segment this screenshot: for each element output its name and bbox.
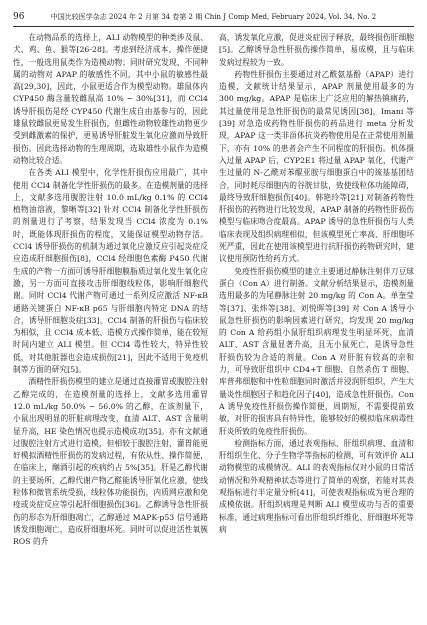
paragraph-alcohol-continued: 高，诱发氧化应激，促进炎症因子释放，最终损伤肝细胞[5]。乙醇诱导急性肝损伤操作简单，易成模，且与临床发病过程较为一致。	[219, 33, 414, 67]
page-number: 96	[13, 12, 25, 22]
paragraph-ccl4-model: 在各类 ALI 模型中，化学性肝损伤应用最广，其中使用 CCl4 制备化学性肝损伤的最多。在造模剂量的选择上，文献多选用腹腔注射 10.0 mL/kg 0.1% 的 CCl4 植物油溶液，黎晰等[32] 针对 CCl4 制备化学性肝损伤的剂量进行了考察，结果发现当 CCl4 浓度为 0.1% 时，既能体现肝损伤的程度，又能保证模型动物存活。CCl4 诱导肝损伤的机制为通过氧化应激反应引起炎症反应造成肝细胞损伤[8]，CCl4 经细胞色素酶 P450 代谢生成的产物一方面可诱导肝细胞膜脂质过氧化发生氧化应激，另一方面可直接攻击肝细胞线粒体，影响肝细胞代谢。同时 CCl4 代谢产物可通过一系列反应激活 NF-κB 通路关键蛋白 NF-κB p65 与肝细胞内特定 DNA 的结合，诱导肝细胞炎症[33]。CCl4 制备的肝损伤与临床较为相似，且 CCl4 成本低、造模方式操作简单，能在较短时间内建立 ALI 模型。但 CCl4 毒性较大，特异性较低，对其他脏器也会造成损伤[21]，因此不适用于免疫机制等方面的研究[5]。	[13, 168, 208, 375]
paragraph-cona-model: 免疫性肝损伤模型的建立主要通过静脉注射伴刀豆球蛋白（Con A）进行制备。文献分析结果显示，造模剂量选用最多的为尾静脉注射 20 mg/kg 的 Con A。单奎莹等[37]、张炜等[38]、刘悦晖等[39] 对 Con A 诱导小鼠急性肝损伤的影响因素进行研究，均发现 20 mg/kg 的 Con A 给药组小鼠肝组织病理发生明显坏死，血清 ALT、AST 含量显著升高，且无小鼠死亡，是诱导急性肝损伤较为合适的剂量。Con A 对肝脏有较高的亲和力，可导致肝组织中 CD4+T 细胞、自然杀伤 T 细胞、库普弗细胞和中性粒细胞同时激活并浸润肝组织，产生大量炎性细胞因子和趋化因子[40]，造成急性肝损伤。Con A 诱导免疫性肝损伤操作简便，周期短，不需要提前致敏，对肝的损害具有特异性，能够较好的模拟临床病毒性肝炎所致的免疫性肝损伤。	[219, 266, 414, 436]
journal-running-title: 中国比较医学杂志 2024 年 2 月第 34 卷第 2 期 Chin J Comp Med, February 2024, Vol. 34, No. 2	[50, 13, 377, 21]
page-header	[13, 11, 414, 27]
left-column	[13, 32, 208, 548]
right-column	[219, 32, 414, 536]
paragraph-detection-indicators: 检测指标方面，通过表观指标、肝组织病理、血清和肝组织生化、分子生物学等指标的检测，可有效评价 ALI 动物模型的成模情况。ALI 的表观指标仅对小鼠的日常活动情况和外观精神状态等进行了简单的观察，若能对其表观指标进行半定量分析[41]，可使表观指标成为更合理的成模依据。肝组织病理是判断 ALI 模型成功与否的重要标准，通过病理指标可看出肝组织纤维化、肝细胞坏死等病	[219, 438, 414, 534]
paragraph-alcohol-model: 酒精性肝损伤模型的建立是通过直接灌胃或腹腔注射乙醇完成的，在造模剂量的选择上，文献多选用灌胃 12.0 mL/kg 50.0% ~ 56.0% 的乙醇，在该剂量下，小鼠出现明显的肝脏病理改变，血清 ALT、AST 含量明显升高，HE 染色情况也提示造模成功[35]。亦有文献通过腹腔注射方式进行造模，但相较于腹腔注射，灌胃能更好模拟酒精性肝损伤的发病过程，有依从性、操作简便，在临床上，酗酒引起的疾病约占 5%[35]。肝是乙醇代谢的主要场所，乙醇代谢产物乙醛能诱导肝氧化应激，使线粒体和微管系统受损，线粒体功能损伤，内质网应激和免疫或炎症反应等引起肝细胞损伤[36]。乙醇诱导急性肝损伤的形态为肝细胞凋亡，乙醇通过 MAPK-p53 信号通路诱发细胞凋亡，造成肝细胞坏死。同时可以促进活性氧簇 ROS 的升	[13, 377, 208, 547]
paragraph-animal-selection: 在动物品系的选择上，ALI 动物模型的种类涉及鼠、犬、鸡、鱼、猴等[26-28]。考虑到经济成本、操作便捷性，一般选用鼠类作为造模动物；同时研究发现，不同种属的动物对 APAP 的敏感性不同，其中小鼠的敏感性最高[29,30]，因此，小鼠更适合作为模型动物。雄鼠体内 CYP450 酶含量较雌鼠高 10% ~ 30%[31]，而 CCl4 诱导肝损伤是经 CYP450 代谢生成自由基参与的，因此雄鼠较雌鼠更易发生肝损伤，但雌性动物较雄性动物更少受到雌激素的保护，更易诱导肝脏发生氧化应激而导致肝损伤。因此选择动物的生理周期，选取雄性小鼠作为造模动物比较合适。	[13, 33, 208, 165]
paragraph-apap-model: 药物性肝损伤主要通过对乙酰氨基酚（APAP）进行造模，文献统计结果显示，APAP 剂量使用最多的为 300 mg/kg。APAP 是临床上广泛应用的解热镇痛药，其过量使用是急性肝损伤的最常见诱因[38]，Imani 等[39] 对急造成药物性肝损伤的药品进行 meta 分析发现，APAP 这一类非甾体抗炎药物使用是在正常使用剂量下，亦有 10% 的患者会产生不同程度的肝损伤。机体摄入过量 APAP 后，CYP2E1 将过量 APAP 氧化，代谢产生过量的 N-乙酰对苯醌亚胺与细胞蛋白中的巯基基团结合，同时耗尽细胞内的谷胱甘肽，致使线粒体功能障碍，最终导致肝细胞损伤[40]。韩艳玲等[21] 对制备药物性肝损伤的药物进行比较发现，APAP 制备的药物性肝损伤模型与临床吻合度最高。APAP 诱导的急性肝损伤与人类临床表现及组织病理相似，但该模型死亡率高、肝细胞坏死严重，因此在使用该模型进行抗肝损伤药物研究时，建议使用预防性给药方式。	[219, 69, 414, 264]
